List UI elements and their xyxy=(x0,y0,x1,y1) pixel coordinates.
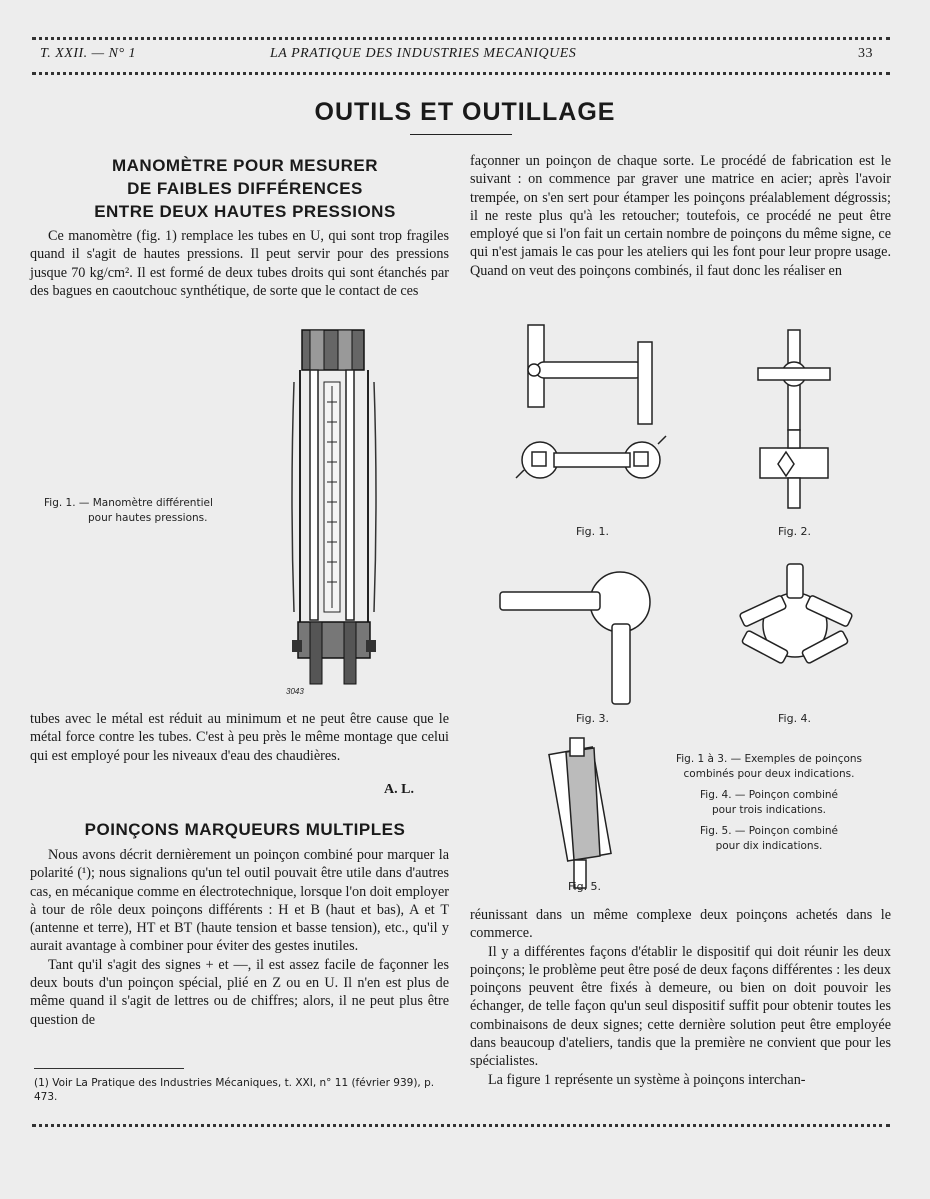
punch-caption-line: Fig. 5. — Poinçon combiné xyxy=(700,825,838,837)
fig4-label: Fig. 4. xyxy=(778,712,812,725)
article2-right-column-top xyxy=(470,152,891,280)
article1-title-line: DE FAIBLES DIFFÉRENCES xyxy=(127,179,363,198)
article2-paragraph: réunissant dans un même complexe deux poinçons achetés dans le commerce. xyxy=(470,907,891,942)
header-page-number: 33 xyxy=(858,46,873,61)
article2-left-column xyxy=(30,846,449,1029)
article1-title-line: MANOMÈTRE POUR MESURER xyxy=(111,156,378,175)
header-volume: T. XXII. — N° 1 xyxy=(40,46,137,61)
punch-captions xyxy=(654,752,884,854)
punch-caption-line: Fig. 4. — Poinçon combiné xyxy=(700,789,838,801)
manometer-drawing xyxy=(280,322,390,702)
punch-caption-line: pour dix indications. xyxy=(715,840,823,852)
article1-intro xyxy=(30,227,449,300)
footnote-rule xyxy=(34,1068,184,1069)
fig1-label: Fig. 1. xyxy=(576,525,610,538)
article2-right-column-bottom xyxy=(470,906,891,1089)
fig1-punch-handle-side xyxy=(516,436,666,478)
article1-paragraph: tubes avec le métal est réduit au minimum et ne peut être cause que le métal force contre les tubes. C'est à peu près le même montage que celui qui est employé pour les niveaux d'eau des chaudières. xyxy=(30,711,449,764)
article1-title-line: ENTRE DEUX HAUTES PRESSIONS xyxy=(94,202,396,221)
article1-paragraph: Ce manomètre (fig. 1) remplace les tubes en U, qui sont trop fragiles quand il s'agit de hautes pressions. Il peut servir pour des pressions jusque 70 kg/cm². Il est formé de deux tubes droits qui sont étanchés par des bagues en caoutchouc synthétique, de sorte que le contact de ces xyxy=(30,228,449,299)
article2-title: POINÇONS MARQUEURS MULTIPLES xyxy=(84,820,406,839)
top-dotted-rule xyxy=(32,37,890,40)
article2-paragraph: La figure 1 représente un système à poinçons interchan- xyxy=(488,1071,806,1088)
article2-paragraph: Il y a différentes façons d'établir le dispositif qui doit réunir les deux poinçons; le problème peut être posé de deux façons différentes : les deux poinçons peuvent être fixés à demeure, ou bien on doit pouvoir les échanger, de telle façon qu'un seul dispositif suffit pour obtenir toutes les combinaisons de deux signes; cette dernière solution peut être employée dans beaucoup d'ateliers, tandis que la première ne convient que pour les spécialistes. xyxy=(470,943,891,1070)
bottom-dotted-rule xyxy=(32,1124,890,1127)
fig5-punch xyxy=(549,738,611,888)
article2-paragraph: Tant qu'il s'agit des signes + et —, il est assez facile de façonner les deux bouts d'un poinçon spécial, plié en Z ou en U. Il n'en est plus de même quand il s'agit de lettres ou de chiffres; alors, il ne peut plus être question de xyxy=(30,956,449,1028)
section-title: OUTILS ET OUTILLAGE xyxy=(314,98,616,126)
article2-paragraph: Nous avons décrit dernièrement un poinçon combiné pour marquer la polarité (¹); nous signalions qu'un tel outil pouvait être utile dans d'autres cas, en mécanique comme en électrotechnique, lorsque l'on doit employer à tour de rôle deux poinçons différents : H et B (haut et bas), A et T (antenne et terre), HT et BT (haute tension et basse tension), etc., qu'il y aurait avantage à combiner pour éviter des gestes inutiles. xyxy=(30,847,449,955)
manometer-caption-line: Fig. 1. — Manomètre différentiel xyxy=(44,497,213,509)
article1-continued xyxy=(30,710,449,765)
article2-paragraph: façonner un poinçon de chaque sorte. Le procédé de fabrication est le suivant : on commence par graver une matrice en acier; après l'avoir trempée, on s'en sert pour étamper les poinçons préalablement dégrossis; il ne reste plus qu'à les retoucher; toutefois, ce procédé ne peut être employé que si l'on fait un certain nombre de poinçons du même signe, ce qui n'est jamais le cas pour les ateliers qui les font pour leur propre usage. Quand on veut des poinçons combinés, il faut donc les réaliser en xyxy=(470,153,891,279)
punch-caption-line: Fig. 1 à 3. — Exemples de poinçons xyxy=(675,753,863,765)
punch-caption-line: pour trois indications. xyxy=(711,804,827,816)
fig2-label: Fig. 2. xyxy=(778,525,812,538)
header-dotted-rule xyxy=(32,72,890,75)
footnote: (1) Voir La Pratique des Industries Mécaniques, t. XXI, n° 11 (février 939), p. 473. xyxy=(34,1077,435,1103)
fig2-punch xyxy=(758,330,830,508)
section-title-rule xyxy=(410,134,512,135)
manometer-caption xyxy=(44,496,213,526)
fig4-punch xyxy=(739,564,853,664)
fig1-punch-handle-top xyxy=(528,325,652,424)
article1-title xyxy=(40,154,450,223)
manometer-figure-number: 3043 xyxy=(286,687,304,696)
punch-caption-line: combinés pour deux indications. xyxy=(683,768,855,780)
fig5-label: Fig. 5. xyxy=(568,880,602,893)
article1-signature: A. L. xyxy=(384,782,414,797)
manometer-caption-line: pour hautes pressions. xyxy=(88,512,208,524)
header-journal-title: LA PRATIQUE DES INDUSTRIES MECANIQUES xyxy=(270,46,577,61)
fig3-label: Fig. 3. xyxy=(576,712,610,725)
fig3-punch xyxy=(500,572,650,704)
